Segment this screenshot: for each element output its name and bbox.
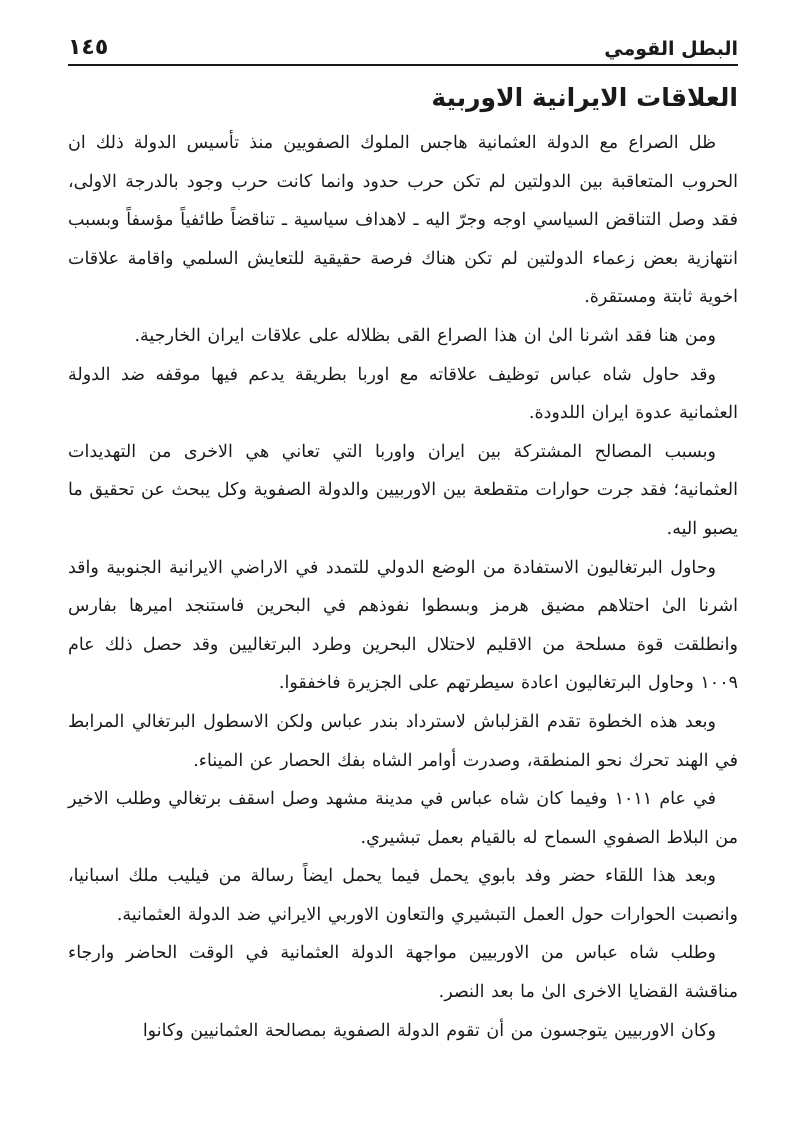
paragraph: وبسبب المصالح المشتركة بين ايران واوربا التي تعاني هي الاخرى من التهديدات العثمانية؛ فقد جرت حوارات متقطعة بين الاوربيين والدولة الصفوية وكل يبحث عن تحقيق ما يصبو اليه. <box>68 441 738 539</box>
page-number: ١٤٥ <box>68 35 109 60</box>
paragraph: ظل الصراع مع الدولة العثمانية هاجس الملوك الصفويين منذ تأسيس الدولة ذلك ان الحروب المتعاقبة بين الدولتين لم تكن حرب حدود وانما كانت حرب وجود بالدرجة الاولى، فقد وصل التناقض السياسي اوجه وجرّ اليه ـ لاهداف سياسية ـ تناقضاً طائفياً مؤسفاً وبسبب انتهازية بعض زعماء الدولتين لم تكن هناك فرصة حقيقية للتعايش السلمي واقامة علاقات اخوية ثابتة ومستقرة. <box>68 133 738 308</box>
paragraph: ومن هنا فقد اشرنا الىٰ ان هذا الصراع القى بظلاله على علاقات ايران الخارجية. <box>134 325 716 346</box>
paragraph: وبعد هذا اللقاء حضر وفد بابوي يحمل فيما يحمل ايضاً رسالة من فيليب ملك اسبانيا، وانصبت الحوارات حول العمل التبشيري والتعاون الاوربي الايراني ضد الدولة العثمانية. <box>68 866 738 925</box>
paragraph: وطلب شاه عباس من الاوربيين مواجهة الدولة العثمانية في الوقت الحاضر وارجاء مناقشة القضايا الاخرى الىٰ ما بعد النصر. <box>68 943 738 1003</box>
header-rule <box>68 64 738 66</box>
paragraph: وقد حاول شاه عباس توظيف علاقاته مع اوربا بطريقة يدعم فيها موقفه ضد الدولة العثمانية عدوة ايران اللدودة. <box>68 364 738 424</box>
paragraph: في عام ١٠١١ وفيما كان شاه عباس في مدينة مشهد وصل اسقف برتغالي وطلب الاخير من البلاط الصفوي السماح له بالقيام بعمل تبشيري. <box>68 789 738 848</box>
running-header <box>68 26 738 60</box>
paragraph: وبعد هذه الخطوة تقدم القزلباش لاسترداد بندر عباس ولكن الاسطول البرتغالي المرابط في الهند تحرك نحو المنطقة، وصدرت أوامر الشاه بفك الحصار عن الميناء. <box>68 711 738 771</box>
body-text <box>68 124 738 1050</box>
section-heading: العلاقات الايرانية الاوربية <box>431 83 738 112</box>
paragraph: وحاول البرتغاليون الاستفادة من الوضع الدولي للتمدد في الاراضي الايرانية الجنوبية واقد اشرنا الىٰ احتلاهم مضيق هرمز وبسطوا نفوذهم في البحرين فاستنجد اميرها بفارس وانطلقت قوة مسلحة من الاقليم لاحتلال البحرين وطرد البرتغاليين وقد حصل ذلك عام ١٠٠٩ وحاول البرتغاليون اعادة سيطرتهم على الجزيرة فاخفقوا. <box>68 557 738 694</box>
paragraph: وكان الاوربيين يتوجسون من أن تقوم الدولة الصفوية بمصالحة العثمانيين وكانوا <box>142 1020 716 1041</box>
running-title: البطل القومي <box>604 38 738 60</box>
